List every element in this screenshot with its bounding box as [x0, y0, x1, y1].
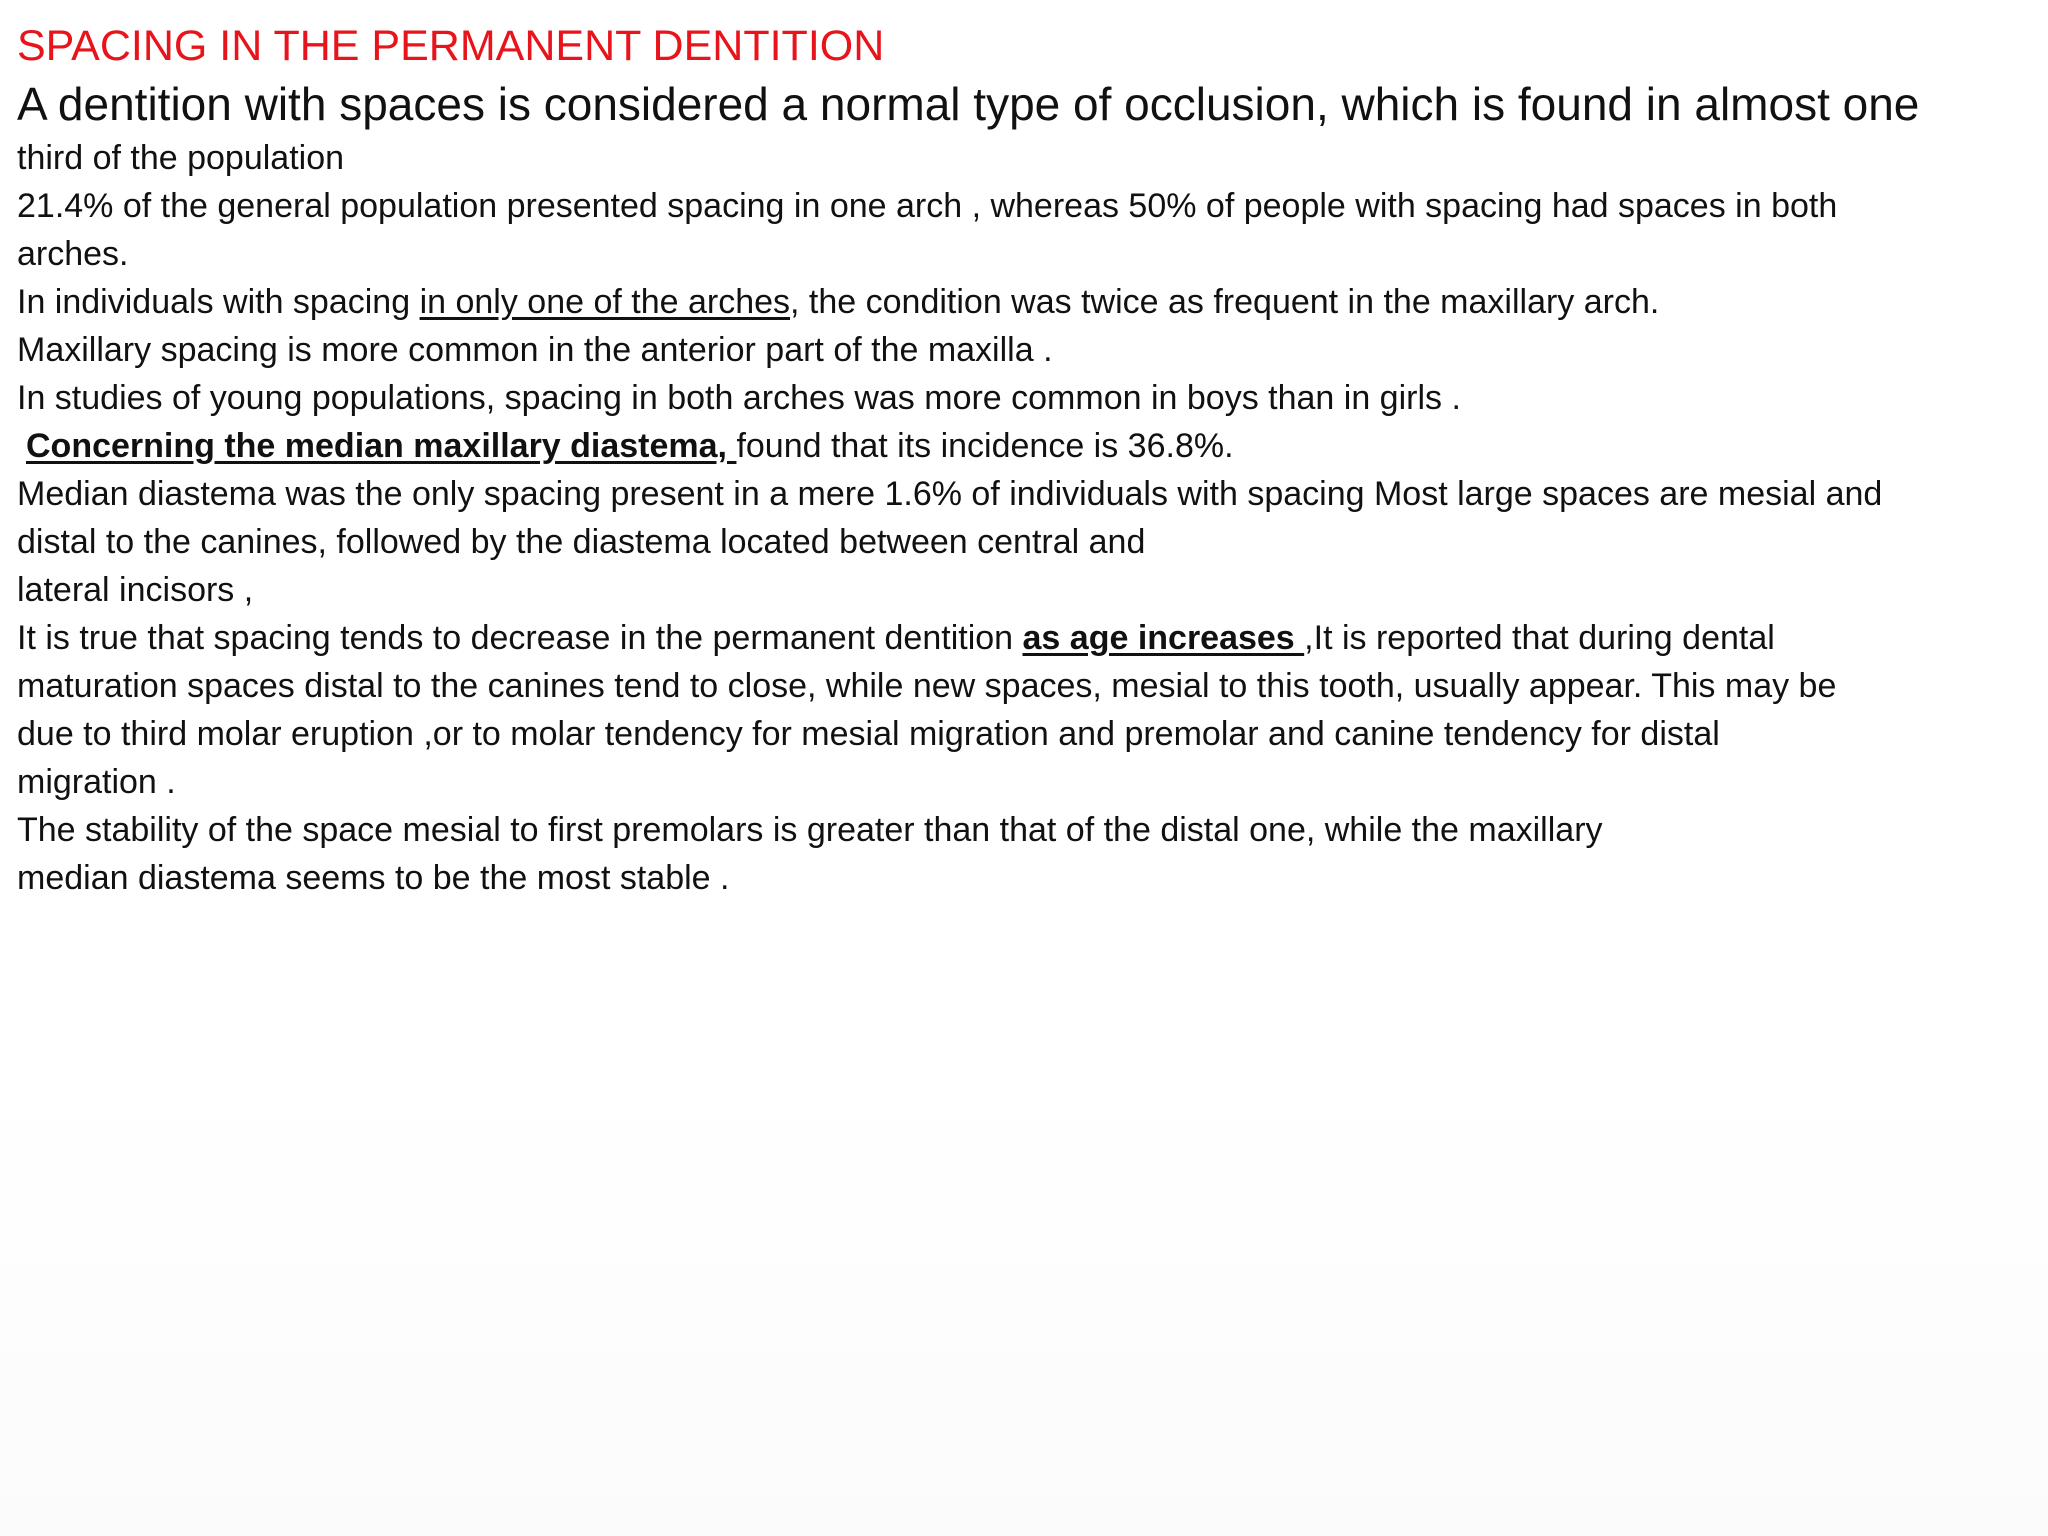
underlined-phrase-one-arch: in only one of the arches: [419, 283, 791, 321]
text-line-1: third of the population: [17, 139, 345, 177]
text-line-5: Maxillary spacing is more common in the anterior part of the maxilla .: [17, 331, 1053, 369]
text-line-6: In studies of young populations, spacing in both arches was more common in boys than in girls .: [17, 379, 1461, 417]
text-line-12: maturation spaces distal to the canines tend to close, while new spaces, mesial to this tooth, usually appear. This may be: [17, 667, 1837, 705]
text-line-15: The stability of the space mesial to first premolars is greater than that of the distal one, while the maxillary: [17, 811, 1603, 849]
text-line-4-post: , the condition was twice as frequent in the maxillary arch.: [790, 283, 1660, 321]
text-line-11-pre: It is true that spacing tends to decrease in the permanent dentition: [17, 619, 1023, 657]
text-line-11: [17, 614, 2027, 662]
text-line-7: [17, 422, 2027, 470]
text-line-4-pre: In individuals with spacing: [17, 283, 420, 321]
bold-phrase-age-increases: as age increases: [1022, 619, 1305, 657]
text-line-2: 21.4% of the general population presented spacing in one arch , whereas 50% of people with spacing had spaces in both: [17, 187, 1838, 225]
text-line-3: arches.: [17, 235, 129, 273]
text-line-13: due to third molar eruption ,or to molar tendency for mesial migration and premolar and canine tendency for distal: [17, 715, 1720, 753]
bold-heading-median-diastema: Concerning the median maxillary diastema,: [26, 427, 737, 465]
text-line-4: [17, 278, 2027, 326]
slide-title: SPACING IN THE PERMANENT DENTITION: [17, 22, 885, 70]
text-line-14: migration .: [17, 763, 176, 801]
text-line-10: lateral incisors ,: [17, 571, 254, 609]
slide-content: [17, 18, 2027, 902]
text-line-8: Median diastema was the only spacing present in a mere 1.6% of individuals with spacing Most large spaces are mesial and: [17, 475, 1883, 513]
text-line-7-post: found that its incidence is 36.8%.: [736, 427, 1234, 465]
text-line-9: distal to the canines, followed by the diastema located between central and: [17, 523, 1146, 561]
lead-sentence: A dentition with spaces is considered a normal type of occlusion, which is found in almost one: [17, 78, 1920, 130]
text-line-16: median diastema seems to be the most stable .: [17, 859, 730, 897]
text-line-11-post: ,It is reported that during dental: [1304, 619, 1775, 657]
